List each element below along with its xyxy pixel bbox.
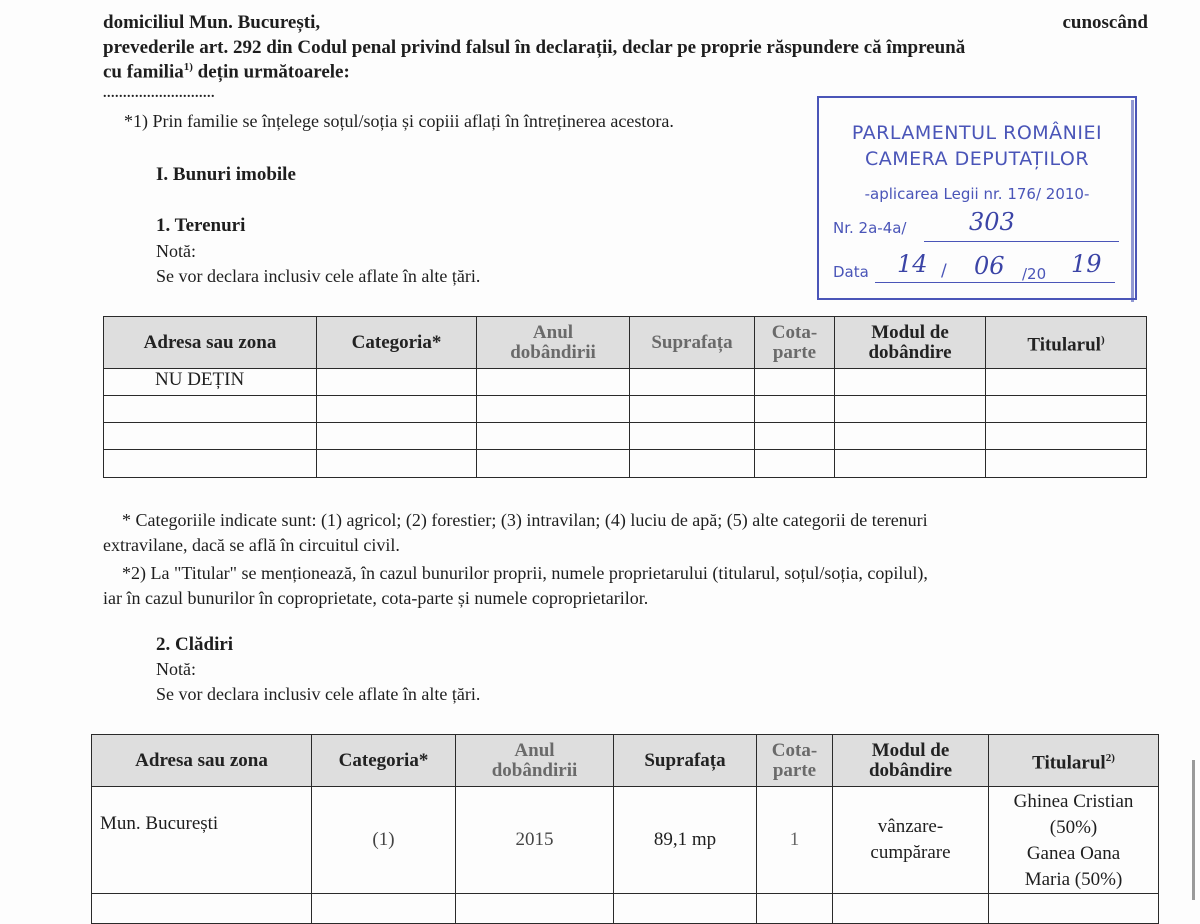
section2-subheading: 2. Clădiri bbox=[156, 634, 234, 655]
col-header-suprafata: Suprafața bbox=[630, 317, 755, 369]
cell bbox=[986, 396, 1147, 423]
table-row bbox=[104, 450, 1147, 478]
terenuri-table bbox=[103, 316, 1147, 478]
cell bbox=[986, 423, 1147, 450]
cell-anul: 2015 bbox=[456, 787, 614, 894]
cell bbox=[456, 894, 614, 924]
col-header-anul: Anul dobândirii bbox=[456, 735, 614, 787]
header-line3: cu familia$^{1)}$ dețin următoarele: bbox=[103, 61, 350, 83]
table-row bbox=[104, 423, 1147, 450]
stamp-line1: PARLAMENTUL ROMÂNIEI bbox=[851, 122, 1103, 144]
cell-modul: vânzare- cumpărare bbox=[833, 787, 989, 894]
titular-note-line2: iar în cazul bunurilor în coproprietate, cota-parte și numele coproprietarilor. bbox=[103, 588, 649, 608]
section1-note-label: Notă: bbox=[156, 241, 196, 261]
table-row bbox=[92, 894, 1159, 924]
cell bbox=[755, 396, 835, 423]
cell bbox=[630, 450, 755, 478]
cell bbox=[92, 894, 312, 924]
cell-suprafata: 89,1 mp bbox=[614, 787, 757, 894]
cell bbox=[835, 423, 986, 450]
stamp-nr-label: Nr. 2a-4a/ bbox=[833, 219, 907, 237]
cell-adresa: NU DEȚIN bbox=[104, 369, 317, 396]
section2-note-text: Se vor declara inclusiv cele aflate în alte țări. bbox=[156, 684, 481, 704]
col-header-suprafata: Suprafața bbox=[614, 735, 757, 787]
header-line1-right: cunoscând bbox=[1062, 12, 1148, 33]
header-dots: ............................ bbox=[103, 86, 215, 101]
col-header-cota: Cota-parte bbox=[755, 317, 835, 369]
cell-titular: Ghinea Cristian (50%) Ganea Oana Maria (50%) bbox=[989, 787, 1159, 894]
categories-note-line1: * Categoriile indicate sunt: (1) agricol; (2) forestier; (3) intravilan; (4) luciu de apă; (5) alte categorii de terenuri bbox=[122, 510, 928, 530]
stamp-nr-value: 303 bbox=[969, 208, 1015, 236]
cell-categoria: (1) bbox=[312, 787, 456, 894]
cell bbox=[835, 396, 986, 423]
cell-adresa: Mun. București bbox=[92, 787, 312, 894]
cladiri-table bbox=[91, 734, 1159, 924]
cell bbox=[630, 396, 755, 423]
col-header-titular: Titularul$^{2)}$ bbox=[989, 735, 1159, 787]
section2-note-label: Notă: bbox=[156, 659, 196, 679]
cell bbox=[317, 396, 477, 423]
cell bbox=[755, 369, 835, 396]
table-row bbox=[104, 396, 1147, 423]
categories-note-line2: extravilane, dacă se află în circuitul civil. bbox=[103, 535, 400, 555]
stamp-data-label: Data bbox=[833, 263, 869, 281]
header-line1-left: domiciliul Mun. București, bbox=[103, 12, 321, 33]
col-header-adresa: Adresa sau zona bbox=[92, 735, 312, 787]
section1-heading: I. Bunuri imobile bbox=[156, 164, 296, 185]
footnote-family: *1) Prin familie se înțelege soțul/soția și copiii aflați în întreținerea acestora. bbox=[124, 111, 674, 131]
stamp-sep: / bbox=[941, 261, 947, 281]
cell bbox=[757, 894, 833, 924]
stamp-day: 14 bbox=[897, 250, 928, 278]
cell bbox=[104, 423, 317, 450]
cell bbox=[833, 894, 989, 924]
cell bbox=[630, 423, 755, 450]
cell bbox=[317, 369, 477, 396]
section1-subheading: 1. Terenuri bbox=[156, 215, 246, 236]
cell bbox=[835, 369, 986, 396]
registration-stamp bbox=[817, 96, 1137, 300]
stamp-data-underline bbox=[875, 282, 1115, 283]
stamp-line2: CAMERA DEPUTAȚILOR bbox=[864, 148, 1090, 170]
cell bbox=[312, 894, 456, 924]
cell bbox=[755, 450, 835, 478]
cell bbox=[317, 450, 477, 478]
cell bbox=[986, 369, 1147, 396]
cell bbox=[989, 894, 1159, 924]
col-header-adresa: Adresa sau zona bbox=[104, 317, 317, 369]
cell bbox=[477, 423, 630, 450]
cell bbox=[755, 423, 835, 450]
col-header-cota: Cota-parte bbox=[757, 735, 833, 787]
col-header-categoria: Categoria* bbox=[317, 317, 477, 369]
stamp-year-prefix: /20 bbox=[1022, 265, 1047, 283]
cell bbox=[317, 423, 477, 450]
cell bbox=[614, 894, 757, 924]
stamp-nr-underline bbox=[924, 241, 1119, 242]
col-header-categoria: Categoria* bbox=[312, 735, 456, 787]
section1-note-text: Se vor declara inclusiv cele aflate în alte țări. bbox=[156, 266, 481, 286]
col-header-modul: Modul de dobândire bbox=[833, 735, 989, 787]
stamp-year-suffix: 19 bbox=[1071, 250, 1102, 278]
cell bbox=[477, 396, 630, 423]
cell bbox=[835, 450, 986, 478]
col-header-anul: Anul dobândirii bbox=[477, 317, 630, 369]
col-header-modul: Modul de dobândire bbox=[835, 317, 986, 369]
col-header-titular: Titularul) bbox=[986, 317, 1147, 369]
stamp-shadow-edge bbox=[1131, 100, 1134, 302]
cell bbox=[104, 450, 317, 478]
titular-note-line1: *2) La "Titular" se menționează, în cazul bunurilor proprii, numele proprietarului (titularul, soțul/soția, copilul), bbox=[122, 563, 928, 583]
header-line2: prevederile art. 292 din Codul penal privind falsul în declarații, declar pe proprie răspundere că împreună bbox=[103, 37, 966, 58]
cell bbox=[986, 450, 1147, 478]
cell bbox=[477, 450, 630, 478]
cell bbox=[477, 369, 630, 396]
table-row bbox=[104, 369, 1147, 396]
cell-cota: 1 bbox=[757, 787, 833, 894]
scan-edge-mark bbox=[1192, 760, 1195, 900]
stamp-month: 06 bbox=[974, 252, 1005, 280]
table-row bbox=[92, 787, 1159, 894]
stamp-line3: -aplicarea Legii nr. 176/ 2010- bbox=[864, 185, 1090, 203]
cell bbox=[630, 369, 755, 396]
cell bbox=[104, 396, 317, 423]
